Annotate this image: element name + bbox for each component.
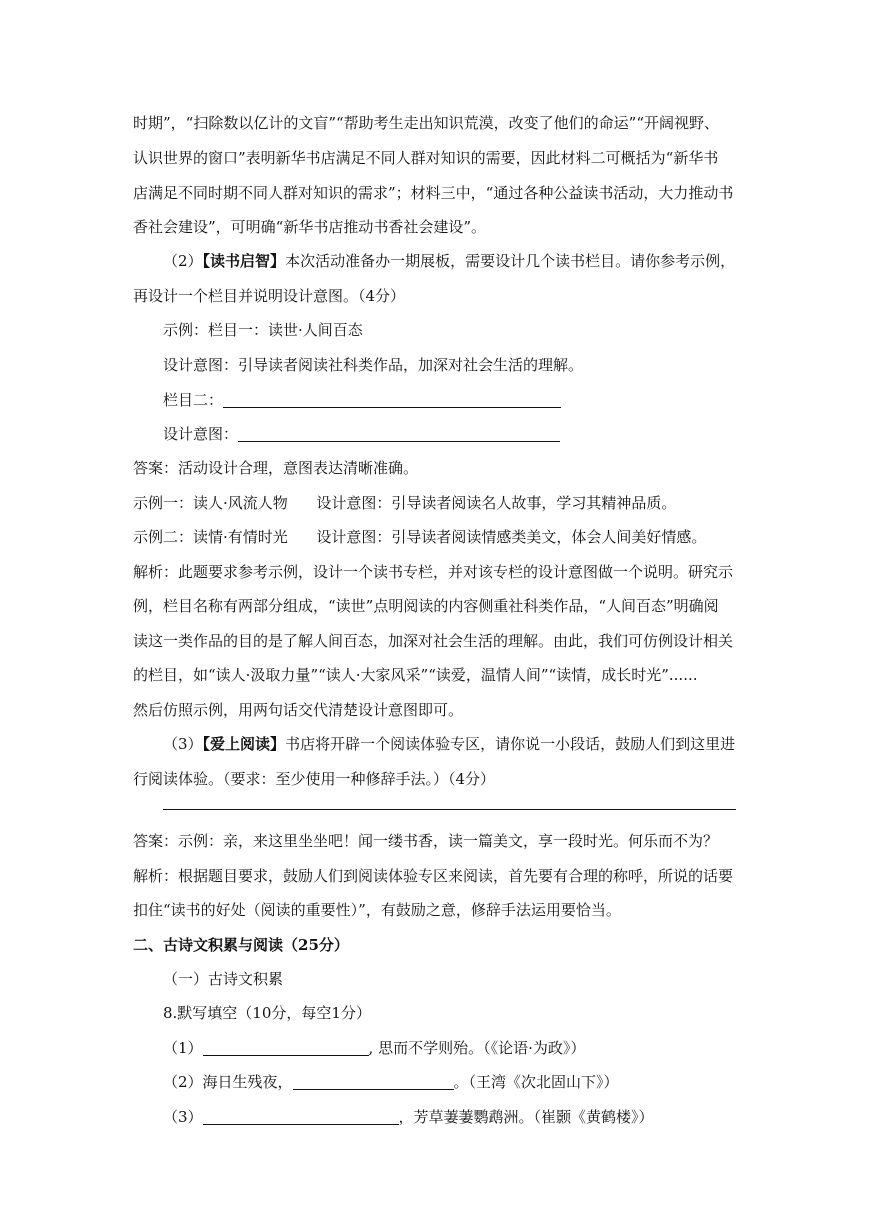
section-heading: 二、古诗文积累与阅读（25分） xyxy=(133,936,349,954)
answer-example-1: 示例一：读人·风流人物 设计意图：引导读者阅读名人故事，学习其精神品质。 xyxy=(133,494,677,512)
blank-1 xyxy=(203,1040,369,1056)
intent-label: 设计意图： xyxy=(163,425,239,443)
blank-number: （2）海日生残夜， xyxy=(163,1073,293,1091)
column-2-label: 栏目二： xyxy=(163,391,224,409)
column-2-blank xyxy=(223,392,561,408)
blank-text: , 思而不学则殆。（《论语·为政》） xyxy=(368,1039,586,1057)
question-3-line xyxy=(163,734,769,754)
blank-text: 。（王湾《次北固山下》） xyxy=(453,1073,619,1091)
question-tag: 【爱上阅读】 xyxy=(202,735,286,753)
question-2-line-2: 再设计一个栏目并说明设计意图。（4分） xyxy=(133,287,406,305)
example-line: 示例：栏目一：读世·人间百态 xyxy=(163,321,363,339)
question-tag: 【读书启智】 xyxy=(202,252,286,270)
answer-line: 答案：示例：亲，来这里坐坐吧！闻一缕书香，读一篇美文，享一段时光。何乐而不为？ xyxy=(133,832,719,850)
subsection-heading: （一）古诗文积累 xyxy=(163,970,284,988)
blank-2 xyxy=(293,1074,454,1090)
paragraph-line: 香社会建设”，可明确“新华书店推动书香社会建设”。 xyxy=(133,218,487,236)
intent-blank xyxy=(238,426,560,442)
question-8-title: 8.默写填空（10分，每空1分） xyxy=(163,1004,371,1022)
answer-blank-line xyxy=(163,809,736,810)
blank-number: （3） xyxy=(163,1108,203,1126)
fill-blank-3 xyxy=(163,1107,769,1127)
paragraph-line: 店满足不同时期不同人群对知识的需求”；材料三中，“通过各种公益读书活动，大力推动书 xyxy=(133,184,734,202)
column-2-field xyxy=(163,390,769,410)
analysis-line: 的栏目，如“读人·汲取力量”“读人·大家风采”“读爱，温情人间”“读情，成长时光”...... xyxy=(133,666,698,684)
analysis-line: 例，栏目名称有两部分组成，“读世”点明阅读的内容侧重社科类作品，“人间百态”明确阅 xyxy=(133,597,719,615)
fill-blank-2 xyxy=(163,1072,769,1092)
analysis-line: 解析：根据题目要求，鼓励人们到阅读体验专区来阅读，首先要有合理的称呼，所说的话要 xyxy=(133,867,734,885)
question-number: （3） xyxy=(163,735,203,753)
analysis-line: 读这一类作品的目的是了解人间百态，加深对社会生活的理解。由此，我们可仿例设计相关 xyxy=(133,632,734,650)
blank-number: （1） xyxy=(163,1039,203,1057)
intent-field xyxy=(163,424,769,444)
analysis-line: 扣住“读书的好处（阅读的重要性）”，有鼓励之意，修辞手法运用要恰当。 xyxy=(133,901,621,919)
question-number: （2） xyxy=(163,252,203,270)
question-text: 本次活动准备办一期展板，需要设计几个读书栏目。请你参考示例， xyxy=(285,252,736,270)
paragraph-line: 时期”，“扫除数以亿计的文盲”“帮助考生走出知识荒漠，改变了他们的命运”“开阔视野、 xyxy=(133,114,720,132)
question-3-line-2: 行阅读体验。（要求：至少使用一种修辞手法。）（4分） xyxy=(133,770,496,788)
blank-text: ，芳草萋萋鹦鹉洲。（崔颢《黄鹤楼》） xyxy=(398,1108,654,1126)
answer-line: 答案：活动设计合理，意图表达清晰准确。 xyxy=(133,459,419,477)
blank-3 xyxy=(203,1109,399,1125)
example-intent-line: 设计意图：引导读者阅读社科类作品，加深对社会生活的理解。 xyxy=(163,356,584,374)
paragraph-line: 认识世界的窗口”表明新华书店满足不同人群对知识的需要，因此材料二可概括为“新华书 xyxy=(133,149,719,167)
analysis-line: 解析：此题要求参考示例，设计一个读书专栏，并对该专栏的设计意图做一个说明。研究示 xyxy=(133,563,734,581)
question-2-line xyxy=(163,251,769,271)
answer-example-2: 示例二：读情·有情时光 设计意图：引导读者阅读情感类美文，体会人间美好情感。 xyxy=(133,528,707,546)
analysis-line: 然后仿照示例，用两句话交代清楚设计意图即可。 xyxy=(133,701,464,719)
fill-blank-1 xyxy=(163,1038,769,1058)
question-text: 书店将开辟一个阅读体验专区，请你说一小段话，鼓励人们到这里进 xyxy=(285,735,736,753)
